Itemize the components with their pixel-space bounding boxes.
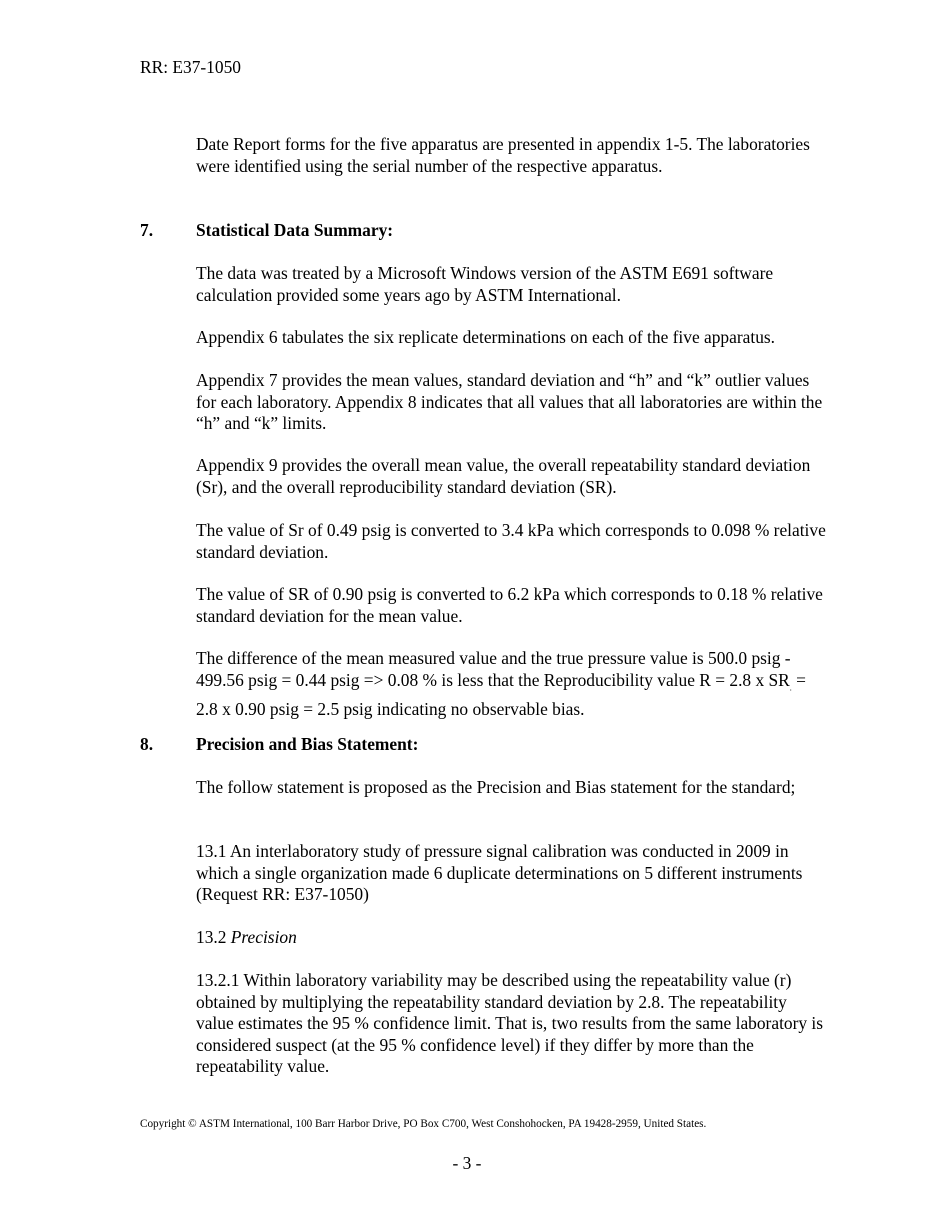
document-id-header: RR: E37-1050: [140, 57, 241, 77]
clause-13-2-1: 13.2.1 Within laboratory variability may be described using the repeatability value (r) obtained by multiplying the repeatability standard deviation by 2.8. The repeatability value estimates the 95 % confidence limit. That is, two results from the same laboratory is considered suspect (at the 95 % confidence level) if they differ by more than the repeatability value.: [196, 970, 824, 1077]
bias-text-end: = 2.8 x 0.90 psig = 2.5 psig indicating no observable bias.: [196, 669, 806, 719]
section-7-paragraph-4: Appendix 9 provides the overall mean value, the overall repeatability standard deviation (Sr), and the overall reproducibility standard deviation (SR).: [196, 455, 811, 497]
bias-subscript-mark: .: [789, 683, 792, 693]
section-8-number: 8.: [140, 734, 154, 754]
section-8-intro: The follow statement is proposed as the Precision and Bias statement for the standard;: [196, 777, 796, 797]
section-7-paragraph-6: The value of SR of 0.90 psig is converted to 6.2 kPa which corresponds to 0.18 % relative standard deviation for the mean value.: [196, 584, 823, 626]
clause-13-2-title: Precision: [230, 927, 297, 947]
copyright-footer: Copyright © ASTM International, 100 Barr Harbor Drive, PO Box C700, West Conshohocken, PA 19428-2959, United States.: [140, 1118, 707, 1130]
section-7-paragraph-5: The value of Sr of 0.49 psig is converted to 3.4 kPa which corresponds to 0.098 % relative standard deviation.: [196, 520, 826, 562]
clause-13-2-heading: [196, 927, 826, 949]
page-number: - 3 -: [452, 1153, 482, 1173]
bias-text-start: The difference of the mean measured value and the true pressure value is 500.0 psig - 499.56 psig = 0.44 psig => 0.08 % is less that the Reproducibility value R = 2.8 x SR: [196, 648, 791, 690]
section-7-title: Statistical Data Summary:: [196, 220, 394, 240]
section-7-number: 7.: [140, 220, 154, 240]
intro-paragraph: Date Report forms for the five apparatus are presented in appendix 1-5. The laboratories were identified using the serial number of the respective apparatus.: [196, 134, 810, 176]
section-8-title: Precision and Bias Statement:: [196, 734, 419, 754]
section-7-paragraph-1: The data was treated by a Microsoft Windows version of the ASTM E691 software calculation provided some years ago by ASTM International.: [196, 263, 774, 305]
clause-13-2-number: 13.2: [196, 927, 227, 947]
bias-paragraph: [196, 648, 826, 720]
section-7-paragraph-3: Appendix 7 provides the mean values, standard deviation and “h” and “k” outlier values for each laboratory. Appendix 8 indicates that all values that all laboratories are within the “h” and “k” limits.: [196, 370, 823, 434]
clause-13-1: 13.1 An interlaboratory study of pressure signal calibration was conducted in 2009 in which a single organization made 6 duplicate determinations on 5 different instruments (Request RR: E37-1050): [196, 841, 803, 905]
section-7-paragraph-2: Appendix 6 tabulates the six replicate determinations on each of the five apparatus.: [196, 327, 776, 347]
